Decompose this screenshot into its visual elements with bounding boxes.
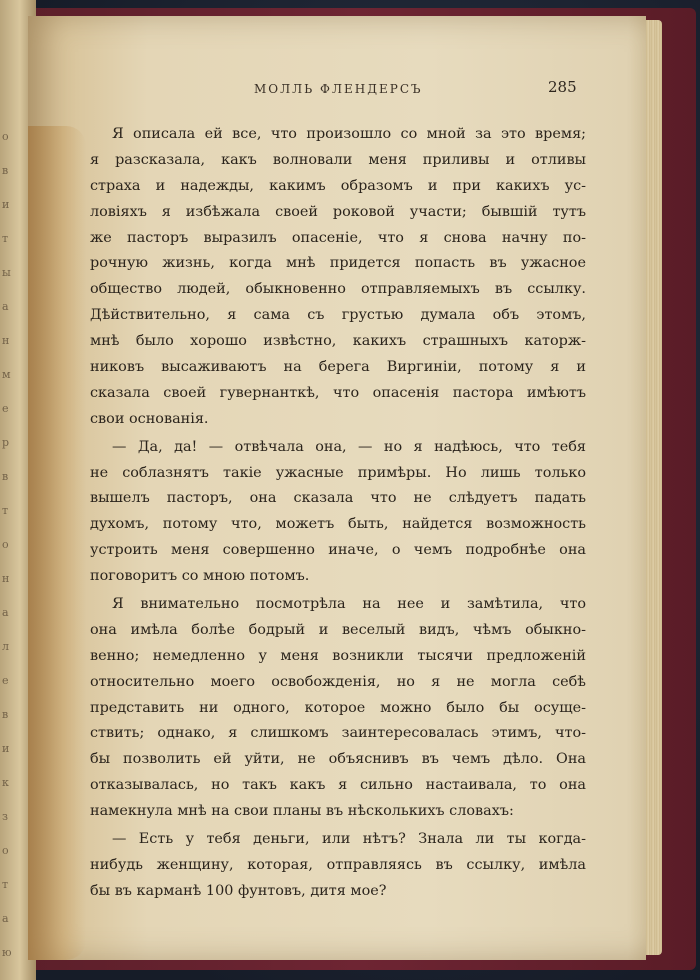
text-line: свои основанія. — [90, 410, 209, 427]
text-line: Я внимательно посмотрѣла на нее и замѣтила, что — [112, 596, 586, 613]
paragraph — [90, 827, 586, 905]
text-line: поговоритъ со мною потомъ. — [90, 568, 310, 585]
text-line: духомъ, потому что, можетъ быть, найдется возможность — [90, 516, 586, 533]
page-number: 285 — [548, 78, 577, 96]
text-line: же пасторъ выразилъ опасеніе, что я снова начну по- — [90, 229, 586, 246]
paragraph — [90, 435, 586, 590]
text-line: я разсказала, какъ волновали меня приливы и отливы — [90, 151, 586, 168]
text-line: мнѣ было хорошо извѣстно, какихъ страшныхъ каторж- — [90, 333, 586, 350]
text-line: устроить меня совершенно иначе, о чемъ подробнѣе она — [90, 542, 586, 559]
text-line: — Есть у тебя деньги, или нѣтъ? Знала ли ты когда- — [112, 831, 586, 848]
text-line: сказала своей гувернанткѣ, что опасенія пастора имѣютъ — [90, 384, 586, 401]
text-line: представить ни одного, которое можно было бы осуще- — [90, 699, 586, 716]
body-text — [90, 122, 586, 905]
text-line: — Да, да! — отвѣчала она, — но я надѣюсь, что тебя — [112, 438, 586, 455]
paragraph — [90, 122, 586, 433]
running-head — [28, 78, 646, 102]
text-line: страха и надежды, какимъ образомъ и при какихъ ус- — [90, 177, 586, 194]
text-line: общество людей, обыкновенно отправляемыхъ въ ссылку. — [90, 281, 586, 298]
margin-stain — [28, 126, 86, 960]
text-line: бы позволить ей уйти, не объяснивъ въ чемъ дѣло. Она — [90, 751, 586, 768]
text-line: бы въ карманѣ 100 фунтовъ, дитя мое? — [90, 882, 387, 899]
text-line: вышелъ пасторъ, она сказала что не слѣдуетъ падать — [90, 490, 586, 507]
text-line: ловіяхъ я избѣжала своей роковой участи; бывшій тутъ — [90, 203, 586, 220]
text-line: Я описала ей все, что произошло со мной за это время; — [112, 126, 586, 142]
text-line: рочную жизнь, когда мнѣ придется попасть въ ужасное — [90, 255, 586, 272]
text-line: отказывалась, но такъ какъ я сильно настаивала, то она — [90, 777, 586, 794]
paragraph — [90, 592, 586, 825]
text-line: намекнула мнѣ на свои планы въ нѣсколькихъ словахъ: — [90, 803, 514, 820]
text-line: не соблазнятъ такіе ужасные примѣры. Но лишь только — [90, 464, 586, 481]
text-line: нибудь женщину, которая, отправляясь въ ссылку, имѣла — [90, 856, 586, 873]
text-line: ствить; однако, я слишкомъ заинтересовалась этимъ, что- — [90, 725, 586, 742]
facing-page-text: о в и т ы а н м е р в т о н а л е в и к з о т а ю — [2, 130, 13, 959]
text-line: она имѣла болѣе бодрый и веселый видъ, чѣмъ обыкно- — [90, 621, 586, 638]
text-line: венно; немедленно у меня возникли тысячи предложеній — [90, 647, 586, 664]
running-head-title: МОЛЛЬ ФЛЕНДЕРСЪ — [254, 82, 423, 96]
text-line: Дѣйствительно, я сама съ грустью думала объ этомъ, — [90, 307, 586, 324]
text-line: никовъ высаживаютъ на берега Виргиніи, потому я и — [90, 359, 586, 376]
book-page — [28, 16, 646, 960]
text-line: относительно моего освобожденія, но я не могла себѣ — [90, 673, 586, 690]
